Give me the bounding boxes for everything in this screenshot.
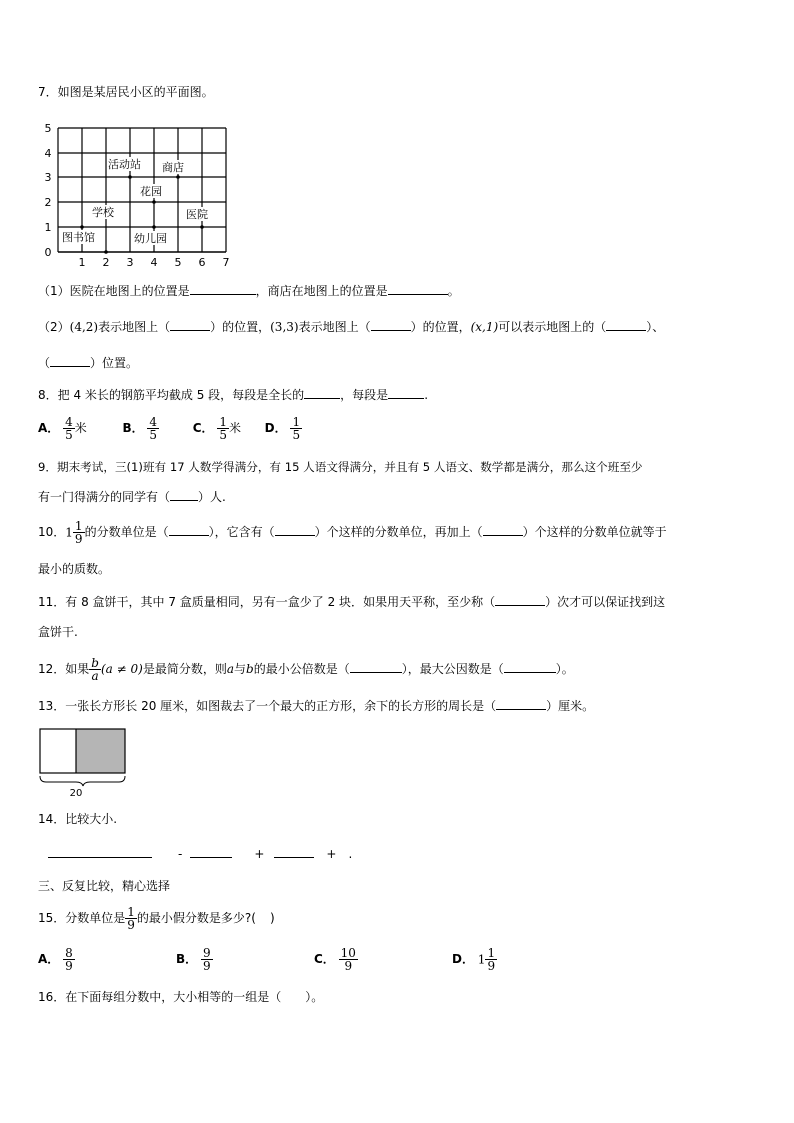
q12-line: 12．如果 $\frac{b}{a}$ (a ≠ 0)是最简分数，则a与b的最小公倍数是（ ），最大公因数是（ ）。 (38, 656, 574, 683)
y-tick: 0 (44, 246, 52, 259)
y-tick: 3 (44, 171, 52, 184)
q13-stem: 13．一张长方形长 20 厘米，如图裁去了一个最大的正方形，余下的长方形的周长是（ ）厘米。 (38, 699, 595, 713)
rectangle-figure (36, 726, 132, 798)
place-hospital: 医院 (186, 208, 208, 221)
q7-part1: （1）医院在地图上的位置是 ，商店在地图上的位置是 。 (38, 284, 460, 298)
x-tick: 2 (102, 256, 110, 268)
y-tick: 4 (44, 147, 52, 160)
answer-blank[interactable] (371, 318, 411, 331)
q14-compare-row: - + + . (48, 845, 352, 862)
q15-stem: 15．分数单位是 $\frac{1}{9}$ 的最小假分数是多少?( ) (38, 905, 275, 932)
answer-blank[interactable] (190, 845, 232, 858)
q10-line2: 最小的质数。 (38, 562, 111, 576)
fraction: $\frac{1}{9}$ (74, 519, 83, 546)
fraction: $\frac{1}{5}$ (292, 415, 301, 442)
y-tick: 5 (44, 122, 52, 135)
y-tick: 1 (44, 221, 52, 234)
x-tick: 1 (78, 256, 86, 268)
answer-blank[interactable] (170, 488, 198, 501)
option-c[interactable]: C． $\frac{1}{5}$ 米 (192, 415, 242, 442)
q15-option-d[interactable]: D． 1 $\frac{1}{9}$ (452, 946, 496, 973)
answer-blank[interactable] (48, 845, 152, 858)
fraction: $\frac{4}{5}$ (65, 415, 73, 442)
q9-line2: 有一门得满分的同学有（ ）人. (38, 490, 226, 504)
x-tick: 4 (150, 256, 158, 268)
fraction: $\frac{1}{9}$ (127, 905, 135, 932)
x-tick: 5 (174, 256, 182, 268)
fraction: $\frac{1}{5}$ (219, 415, 227, 442)
q11-line1: 11．有 8 盒饼干，其中 7 盒质量相同，另有一盒少了 2 块．如果用天平称，至少称（ ）次才可以保证找到这 (38, 595, 666, 609)
q8-stem: 8．把 4 米长的钢筋平均截成 5 段，每段是全长的 ，每段是 . (38, 388, 429, 402)
place-shop: 商店 (162, 161, 184, 174)
fraction: $\frac{1}{9}$ (487, 946, 496, 973)
answer-blank[interactable] (388, 282, 448, 295)
q16-stem: 16．在下面每组分数中，大小相等的一组是（ ）。 (38, 990, 324, 1004)
place-garden: 花园 (140, 185, 162, 198)
answer-blank[interactable] (496, 697, 546, 710)
q15-option-b[interactable]: B． $\frac{9}{9}$ (176, 946, 211, 973)
q10-line1: 10．1 $\frac{1}{9}$ 的分数单位是（ ），它含有（ ）个这样的分数单位，再加上（ ）个这样的分数单位就等于 (38, 519, 667, 546)
option-b[interactable]: B． $\frac{4}{5}$ (122, 415, 158, 442)
answer-blank[interactable] (495, 593, 545, 606)
x-tick: 7 (222, 256, 230, 268)
place-library: 图书馆 (62, 231, 95, 244)
option-d[interactable]: D． $\frac{1}{5}$ (264, 415, 301, 442)
answer-blank[interactable] (274, 845, 314, 858)
answer-blank[interactable] (275, 523, 315, 536)
fraction: $\frac{8}{9}$ (65, 946, 73, 973)
y-tick: 2 (44, 196, 52, 209)
answer-blank[interactable] (190, 282, 256, 295)
dimension-label: 20 (69, 788, 83, 798)
answer-blank[interactable] (50, 354, 90, 367)
section-3-title: 三、反复比较，精心选择 (38, 879, 171, 893)
answer-blank[interactable] (504, 660, 556, 673)
place-kindergarten: 幼儿园 (134, 232, 167, 245)
q14-title: 14．比较大小. (38, 812, 118, 826)
q11-line2: 盒饼干. (38, 625, 78, 639)
fraction: $\frac{9}{9}$ (202, 946, 211, 973)
answer-blank[interactable] (304, 386, 340, 399)
q8-options (38, 414, 302, 442)
answer-blank[interactable] (169, 523, 209, 536)
place-school: 学校 (92, 206, 114, 219)
q15-option-c[interactable]: C． $\frac{10}{9}$ (314, 946, 356, 973)
q15-option-a[interactable]: A． $\frac{8}{9}$ (38, 946, 73, 973)
fraction: $\frac{10}{9}$ (340, 946, 356, 973)
answer-blank[interactable] (606, 318, 646, 331)
answer-blank[interactable] (483, 523, 523, 536)
q9-line1: 9．期末考试，三(1)班有 17 人数学得满分，有 15 人语文得满分，并且有 5 人语文、数学都是满分，那么这个班至少 (38, 460, 643, 474)
q7-part2-line1: （2）(4,2)表示地图上（ ）的位置，(3,3)表示地图上（ ）的位置，(x,1)可以表示地图上的（ ）、 (38, 320, 665, 334)
answer-blank[interactable] (170, 318, 210, 331)
option-a[interactable]: A． $\frac{4}{5}$ 米 (38, 415, 87, 442)
q7-title: 7．如图是某居民小区的平面图。 (38, 85, 214, 99)
x-tick: 6 (198, 256, 206, 268)
fraction: $\frac{4}{5}$ (149, 415, 158, 442)
answer-blank[interactable] (350, 660, 402, 673)
residential-map (34, 120, 234, 268)
place-activity-station: 活动站 (108, 158, 141, 171)
q7-part2-line2: （ ）位置。 (38, 356, 139, 370)
x-tick: 3 (126, 256, 134, 268)
answer-blank[interactable] (388, 386, 424, 399)
fraction: $\frac{b}{a}$ (91, 656, 99, 683)
